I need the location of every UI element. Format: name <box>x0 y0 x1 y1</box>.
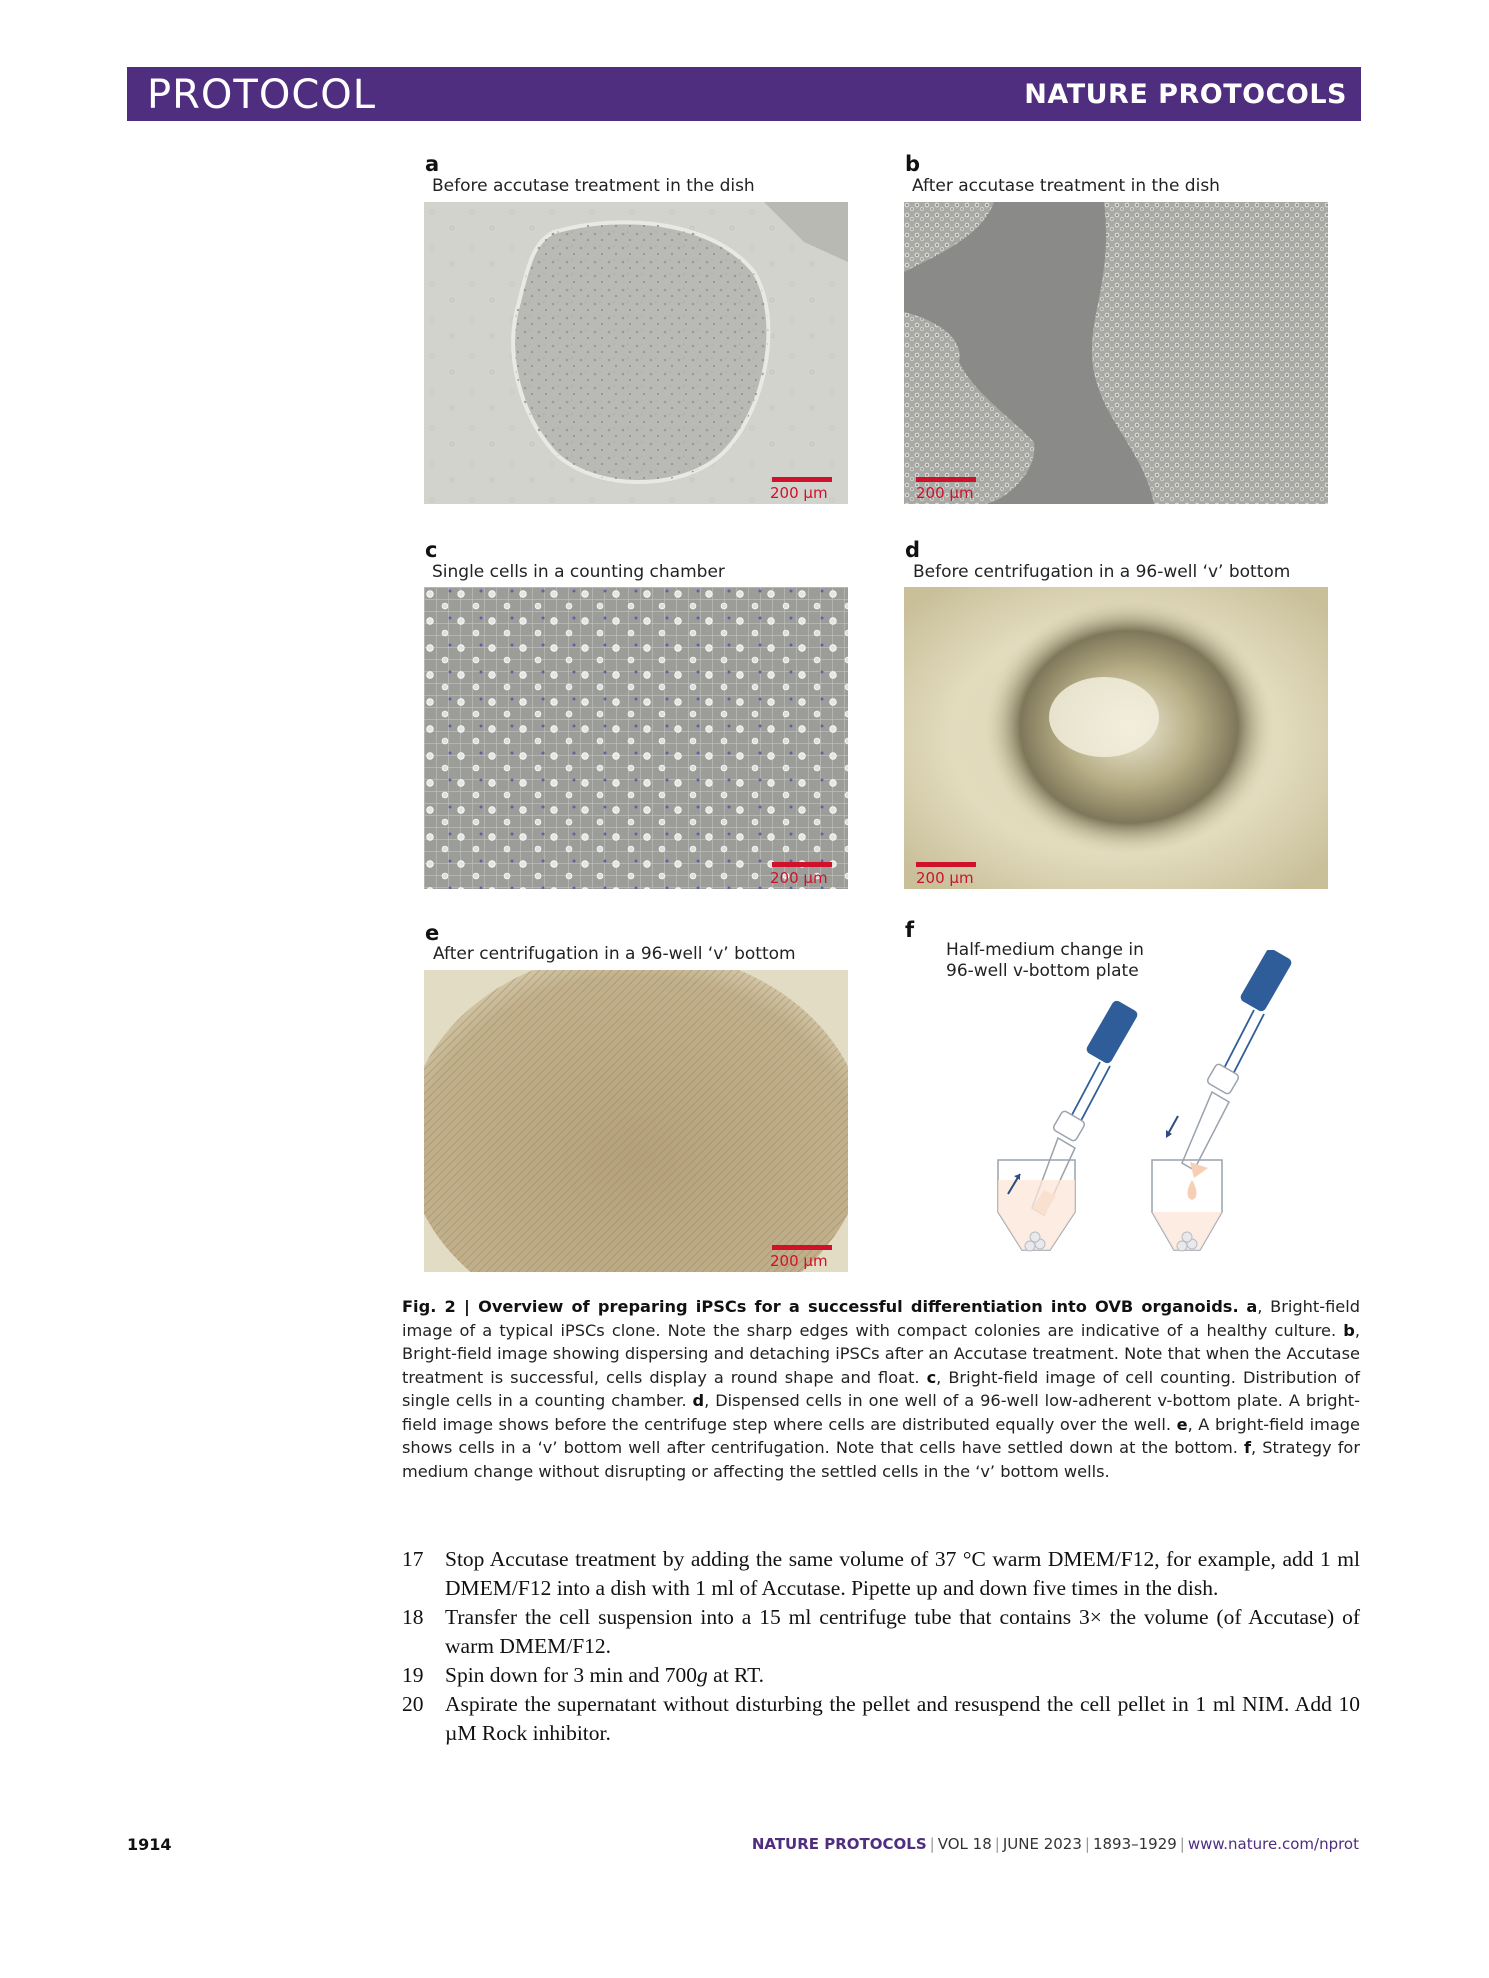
scale-label: 200 µm <box>916 484 974 502</box>
step-number: 18 <box>402 1605 424 1629</box>
section-label: PROTOCOL <box>147 72 377 118</box>
scale-bar <box>772 862 832 867</box>
step-text: Aspirate the supernatant without disturbing the pellet and resuspend the cell pellet in 1 ml NIM. Add 10 µM Rock inhibitor. <box>445 1692 1360 1745</box>
panel-f-title-line2: 96-well v-bottom plate <box>946 961 1139 981</box>
caption-text-e: , A bright-field image shows cells in a ‘v’ bottom well after centrifugation. Note that cells have settled down at the bottom. <box>402 1414 1361 1457</box>
caption-label: Fig. 2 | Overview of preparing iPSCs for a successful differentiation into OVB organoids. <box>402 1297 1239 1316</box>
caption-text-d: , Dispensed cells in one well of a 96-well low-adherent v-bottom plate. A bright-field image shows before the centrifuge step where cells are distributed equally over the well. <box>402 1391 1360 1434</box>
step-number: 19 <box>402 1663 424 1687</box>
step-20 <box>402 1690 1360 1748</box>
step-number: 20 <box>402 1692 424 1716</box>
panel-a-image <box>424 202 848 504</box>
caption-key-d: d <box>692 1391 705 1410</box>
pipette-right <box>1182 950 1293 1200</box>
scale-label: 200 µm <box>770 484 828 502</box>
header-banner <box>127 67 1361 121</box>
caption-key-b: b <box>1343 1320 1355 1340</box>
footer-pages: 1893–1929 <box>1092 1835 1177 1853</box>
step-text-post: at RT. <box>707 1663 765 1687</box>
panel-e-image <box>424 970 848 1272</box>
footer-url-link[interactable]: www.nature.com/nprot <box>1187 1835 1359 1853</box>
panel-b-letter: b <box>905 152 921 176</box>
step-text: Stop Accutase treatment by adding the same volume of 37 °C warm DMEM/F12, for example, add 1 ml DMEM/F12 into a dish with 1 ml of Accutase. Pipette up and down five times in the dish. <box>445 1547 1360 1600</box>
caption-key-f: f <box>1243 1438 1252 1457</box>
caption-key-a: a <box>1246 1297 1258 1316</box>
scale-label: 200 µm <box>916 869 974 887</box>
caption-text-b: , Bright-field image showing dispersing and detaching iPSCs after an Accutase treatment. Note that when the Accutase treatment is successful, cells display a round shape and float. <box>402 1320 1360 1387</box>
step-text: Transfer the cell suspension into a 15 ml centrifuge tube that contains 3× the volume (of Accutase) of warm DMEM/F12. <box>445 1605 1360 1658</box>
step-19 <box>402 1661 1360 1690</box>
journal-name: NATURE PROTOCOLS <box>1024 79 1347 110</box>
page-number: 1914 <box>127 1835 172 1854</box>
scale-bar <box>772 477 832 482</box>
caption-text-c: , Bright-field image of cell counting. Distribution of single cells in a counting chamber. <box>402 1367 1360 1410</box>
caption-text-a: , Bright-field image of a typical iPSCs clone. Note the sharp edges with compact colonies are indicative of a healthy culture. <box>402 1297 1360 1340</box>
panel-a-letter: a <box>425 152 440 176</box>
panel-d-title: Before centrifugation in a 96-well ‘v’ bottom <box>913 562 1291 582</box>
panel-b-title: After accutase treatment in the dish <box>912 176 1220 196</box>
footer-volume: VOL 18 <box>937 1835 992 1853</box>
caption-key-e: e <box>1176 1414 1188 1434</box>
panel-f-letter: f <box>905 918 915 942</box>
footer-citation: NATURE PROTOCOLS | VOL 18 | JUNE 2023 | 1893–1929 | www.nature.com/nprot <box>751 1835 1359 1853</box>
footer-date: JUNE 2023 <box>1002 1835 1082 1853</box>
panel-d-letter: d <box>905 538 921 562</box>
panel-e-letter: e <box>425 921 440 945</box>
pipette-diagram <box>960 950 1340 1280</box>
step-18 <box>402 1603 1360 1661</box>
figure-caption <box>402 1295 1360 1483</box>
scale-label: 200 µm <box>770 869 828 887</box>
caption-text-f: , Strategy for medium change without disrupting or affecting the settled cells in the ‘v’ bottom wells. <box>402 1438 1360 1481</box>
footer-journal: NATURE PROTOCOLS <box>751 1835 927 1853</box>
panel-c-image <box>424 587 848 889</box>
panel-d-image <box>904 587 1328 889</box>
panel-c-title: Single cells in a counting chamber <box>432 562 725 582</box>
protocol-steps <box>402 1545 1360 1748</box>
step-number: 17 <box>402 1547 424 1571</box>
scale-bar <box>916 477 976 482</box>
panel-f-title-line1: Half-medium change in <box>946 940 1144 960</box>
scale-bar <box>772 1245 832 1250</box>
panel-c-letter: c <box>425 538 438 562</box>
panel-a-title: Before accutase treatment in the dish <box>432 176 755 196</box>
caption-key-c: c <box>926 1367 937 1387</box>
panel-b-image <box>904 202 1328 504</box>
step-text: Spin down for 3 min and 700 <box>445 1663 698 1687</box>
scale-label: 200 µm <box>770 1252 828 1270</box>
scale-bar <box>916 862 976 867</box>
step-text-italic: g <box>697 1663 708 1687</box>
panel-e-title: After centrifugation in a 96-well ‘v’ bottom <box>433 944 796 964</box>
step-17 <box>402 1545 1360 1603</box>
